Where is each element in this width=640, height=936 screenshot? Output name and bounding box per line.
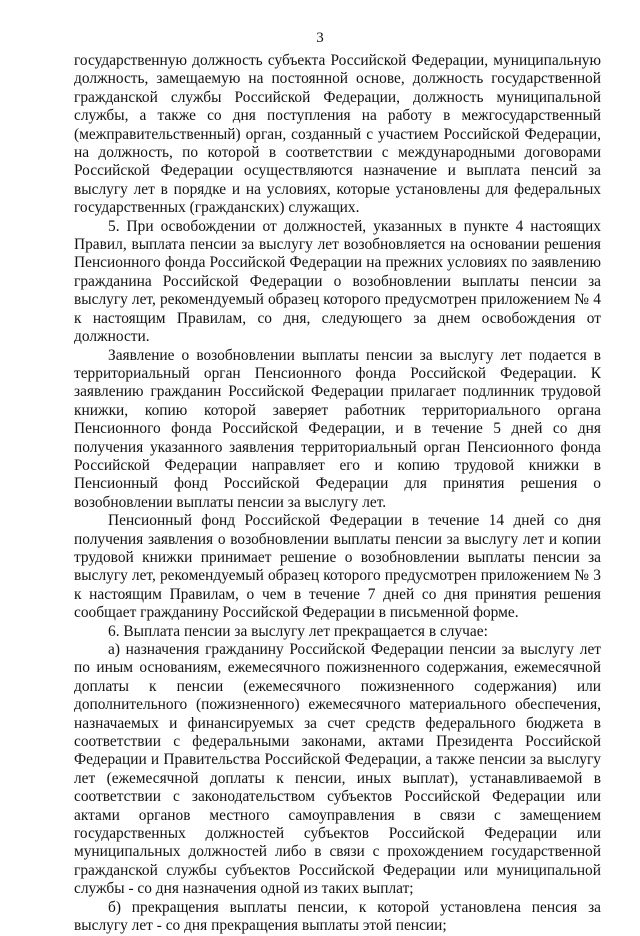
paragraph-subitem-b: б) прекращения выплаты пенсии, к которой установлена пенсия за выслугу лет - со дня прекращения выплаты этой пенсии;: [74, 898, 601, 935]
paragraph-item-5: 5. При освобождении от должностей, указанных в пункте 4 настоящих Правил, выплата пенсии за выслугу лет возобновляется на основании решения Пенсионного фонда Российской Федерации на прежних условиях по заявлению гражданина Российской Федерации о возобновлении выплаты пенсии за выслугу лет, рекомендуемый образец которого предусмотрен приложением № 4 к настоящим Правилам, со дня, следующего за днем освобождения от должности.: [74, 217, 601, 346]
paragraph-application: Заявление о возобновлении выплаты пенсии за выслугу лет подается в территориальный орган Пенсионного фонда Российской Федерации. К заявлению гражданин Российской Федерации прилагает подлинник трудовой книжки, копию которой заверяет работник территориального органа Пенсионного фонда Российской Федерации, и в течение 5 дней со дня получения указанного заявления территориальный орган Пенсионного фонда Российской Федерации направляет его и копию трудовой книжки в Пенсионный фонд Российской Федерации для принятия решения о возобновлении выплаты пенсии за выслугу лет.: [74, 346, 601, 511]
paragraph-item-6: 6. Выплата пенсии за выслугу лет прекращается в случае:: [108, 622, 488, 640]
paragraph-continuation: государственную должность субъекта Российской Федерации, муниципальную должность, замещаемую на постоянной основе, должность государственной гражданской службы Российской Федерации, должность муниципальной службы, а также со дня поступления на работу в межгосударственный (межправительственный) орган, созданный с участием Российской Федерации, на должность, по которой в соответствии с международными договорами Российской Федерации осуществляются назначение и выплата пенсий за выслугу лет в порядке и на условиях, которые установлены для федеральных государственных (гражданских) служащих.: [74, 52, 601, 217]
document-body: [74, 52, 601, 936]
paragraph-subitem-a: а) назначения гражданину Российской Федерации пенсии за выслугу лет по иным основаниям, ежемесячного пожизненного содержания, ежемесячной доплаты к пенсии (ежемесячного пожизненного содержания) или дополнительного (пожизненного) ежемесячного материального обеспечения, назначаемых и финансируемых за счет средств федерального бюджета в соответствии с федеральными законами, актами Президента Российской Федерации и Правительства Российской Федерации, а также пенсии за выслугу лет (ежемесячной доплаты к пенсии, иных выплат), устанавливаемой в соответствии с законодательством субъектов Российской Федерации или актами органов местного самоуправления в связи с замещением государственных должностей субъектов Российской Федерации или муниципальных должностей либо в связи с прохождением государственной гражданской службы субъектов Российской Федерации или муниципальной службы - со дня назначения одной из таких выплат;: [74, 641, 601, 898]
paragraph-pension-fund-decision: Пенсионный фонд Российской Федерации в течение 14 дней со дня получения заявления о возобновлении выплаты пенсии за выслугу лет и копии трудовой книжки принимает решение о возобновлении выплаты пенсии за выслугу лет, рекомендуемый образец которого предусмотрен приложением № 3 к настоящим Правилам, о чем в течение 7 дней со дня принятия решения сообщает гражданину Российской Федерации в письменной форме.: [74, 512, 601, 622]
page-number: 3: [316, 30, 324, 46]
